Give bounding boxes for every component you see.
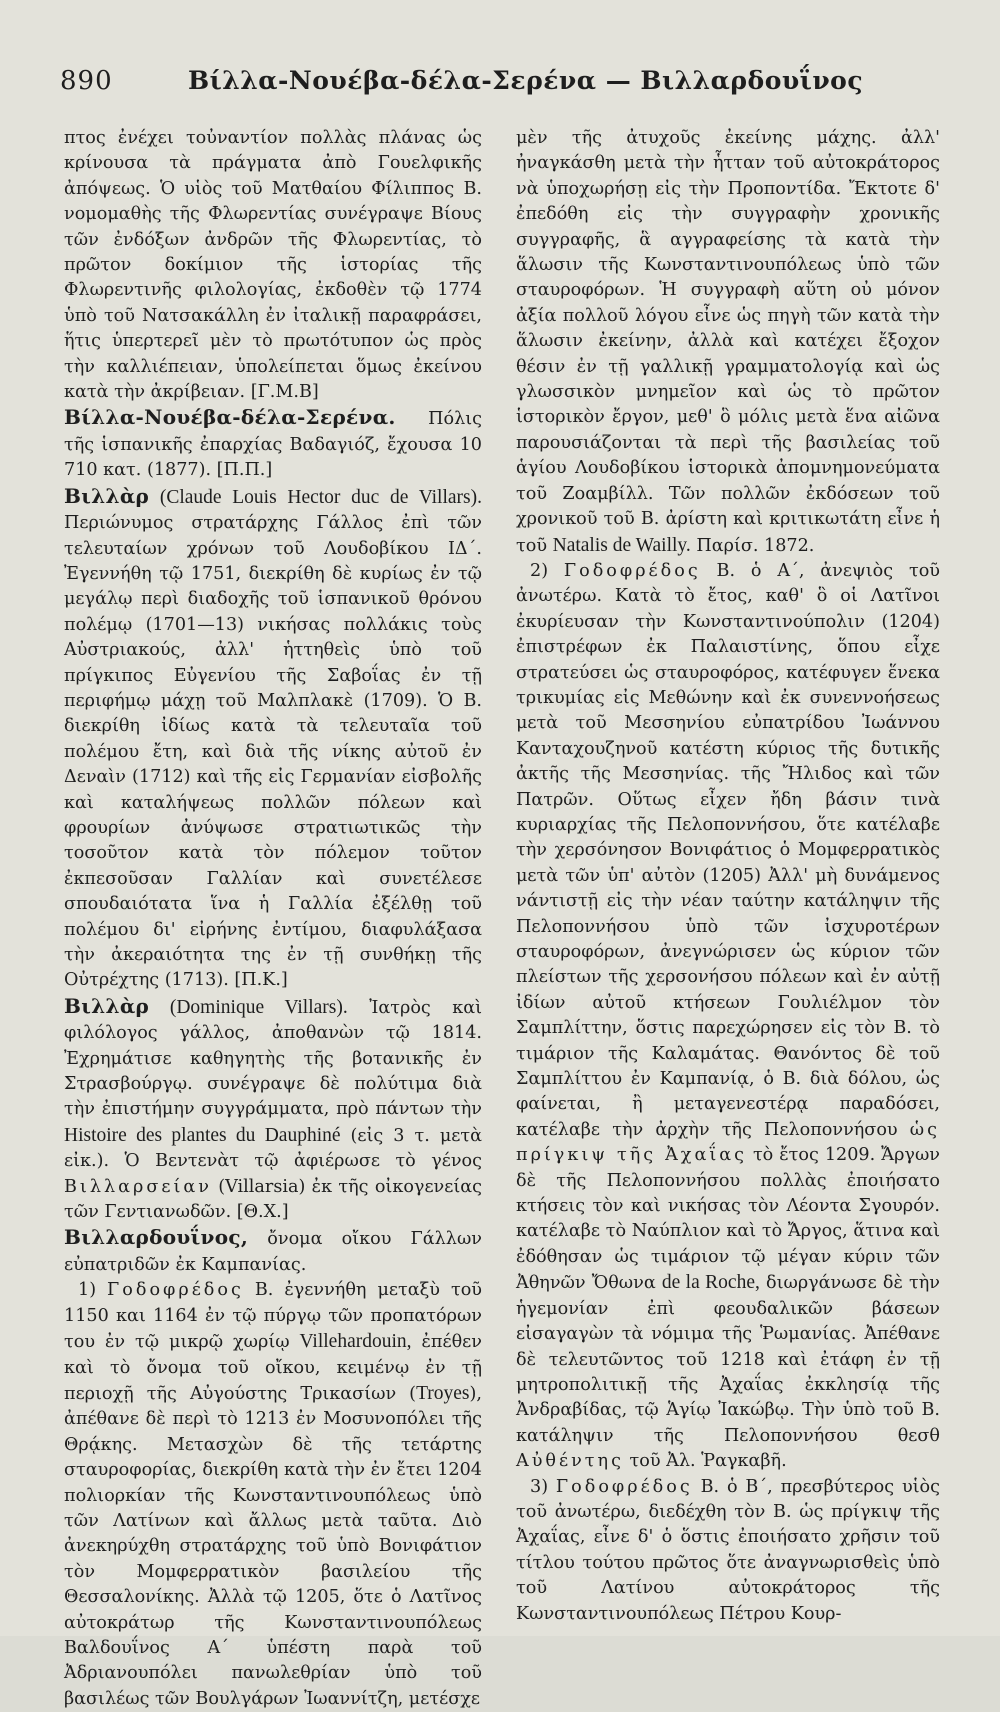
entry-headword: Βιλλαρδουΐνος, [64, 1225, 249, 1250]
sub-entry-name: Γοδοφρέδος [555, 1476, 693, 1497]
entry-text: Β. ὁ Α΄, ἀνεψιὸς τοῦ ἀνωτέρω. Κατὰ τὸ ἔτος, καθ' ὃ οἱ Λατῖνοι ἐκυρίευσαν τὴν Κωνσταντινούπολιν (1204) ἐπιστρέφων ἐκ Παλαιστίνης, ὅπου εἶχε στρατεύσει ὡς σταυροφόρος, κατέφυγεν ἕνεκα τρικυμίας εἰς Μεθώνην καὶ ἐκ συνεννοήσεως μετὰ τοῦ Μεσσηνίου εὐπατρίδου Ἰωάννου Κανταχουζηνοῦ κατέστη κύριος τῆς δυτικῆς ἀκτῆς τῆς Μεσσηνίας. τῆς Ἤλιδος καὶ τῶν Πατρῶν. Οὕτως εἶχεν ἤδη βάσιν τινὰ κυριαρχίας τῆς Πελοποννήσου, ὅτε κατέλαβε τὴν χερσόνησον Βονιφάτιος ὁ Μομφερρατικὸς μετὰ τῶν ὑπ' αὐτὸν (1205) Ἀλλ' μὴ δυνάμενος νάντιστῇ εἰς τὴν νέαν ταύτην κατάληψιν τῆς Πελοποννήσου ὑπὸ τῶν ἰσχυροτέρων σταυροφόρων, ἀνεγνώρισεν ὡς κύριον τῶν πλείστων τῆς χερσονήσου πόλεων καὶ ἐν αὐτῇ ἰδίων αὐτοῦ κτήσεων Γουλιέλμον τὸν Σαμπλίττην, ὅστις παρεχώρησεν εἰς τὸν Β. τὸ τιμάριον τῆς Καλαμάτας. Θανόντος δὲ τοῦ Σαμπλίττου ἐν Καμπανίᾳ, ὁ Β. διὰ δόλου, ὡς φαίνεται, ἢ μεταγενεστέρᾳ παραδόσει, κατέλαβε τὴν ἀρχὴν τῆς Πελοποννήσου [516, 560, 940, 1140]
entry-text: Β. ὁ Β΄, πρεσβύτερος υἱὸς τοῦ ἀνωτέρω, διεδέχθη τὸν Β. ὡς πρίγκιψ τῆς Ἀχαΐας, εἶνε δ' ὁ ὅστις ἐποιήσατο χρῆσιν τοῦ τίτλου τούτου πρῶτος ὅτε ἀναγνωρισθεὶς ὑπὸ τοῦ Λατίνου αὐτοκράτορος τῆς Κωνσταντινουπόλεως Πέτρου Κουρ- [516, 1476, 940, 1624]
entry-villars-claude [64, 484, 482, 994]
entry-text: τὸ ἔτος 1209. Ἄργων δὲ τῆς Πελοποννήσου πολλὰς ἐποιήσατο κτήσεις τὸν καὶ νικήσας τὸν Λέοντα Σγουρόν. κατέλαβε τὸ Ναύπλιον καὶ τὸ Ἄργος, ἅτινα καὶ ἐδόθησαν ὡς τιμάριον τῷ μέγαν κύριν τῶν Ἀθηνῶν Ὄθωνα [516, 1145, 940, 1294]
paragraph-text: πτος ἐνέχει τοὐναντίον πολλὰς πλάνας ὡς κρίνουσα τὰ πράγματα ἀπὸ Γουελφικῆς ἀπόψεως. Ὁ υἱὸς τοῦ Ματθαίου Φίλιππος Β. νομομαθὴς τῆς Φλωρεντίας συνέγραψε Βίους τῶν ἐνδόξων ἀνδρῶν τῆς Φλωρεντίας, τὸ πρῶτον δοκίμιον τῆς ἱστορίας τῆς Φλωρεντινῆς φιλολογίας, ἐκδοθὲν τῷ 1774 ὑπὸ τοῦ Νατσακάλλη ἐν ἰταλικῇ παραφράσει, ἥτις ὑπερτερεῖ μὲν τὸ πρωτότυπον ὡς πρὸς τὴν καλλιέπειαν, ὑπολείπεται ὅμως ἐκείνου κατὰ τὴν ἀκρίβειαν. [Γ.Μ.Β] [64, 128, 482, 403]
sub-entry-number: 1) [78, 1280, 108, 1301]
paragraph-text: μὲν τῆς ἀτυχοῦς ἐκείνης μάχης. ἀλλ' ἠναγκάσθη μετὰ τὴν ἧτταν τοῦ αὐτοκράτορος νὰ ὑποχωρήσῃ εἰς τὴν Προποντίδα. Ἔκτοτε δ' ἐπεδόθη εἰς τὴν συγγραφὴν χρονικῆς συγγραφῆς, ἃ αγγραφείσης τὰ κατὰ τὴν ἅλωσιν τῆς Κωνσταντινουπόλεως ὑπὸ τῶν σταυροφόρων. Ἡ συγγραφὴ αὕτη οὐ μόνον ἀξία πολλοῦ λόγου εἶνε ὡς πηγὴ τῶν κατὰ τὴν ἅλωσιν ἐκείνην, ἀλλὰ καὶ κατέχει ἔξοχον θέσιν ἐν τῇ γαλλικῇ γραμματολογίᾳ καὶ ὡς γλωσσικὸν μνημεῖον καὶ ὡς τὸ πρῶτον ἱστορικὸν ἔργον, μεθ' ὃ μόλις μετὰ ἕνα αἰῶνα παρουσιάζονται τὰ περὶ τῆς βασιλείας τοῦ ἁγίου Λουδοβίκου ἱστορικὰ ἀπομνημονεύματα τοῦ Ζοαμβίλλ. Τῶν πολλῶν ἐκδόσεων τοῦ χρονικοῦ τοῦ Β. ἀρίστη καὶ κριτικωτάτη εἶνε ἡ τοῦ [516, 128, 940, 556]
spaced-term: ὡς πρίγκιψ τῆς Ἀχαΐας [516, 1119, 940, 1166]
paragraph-text: Παρίσ. 1872. [690, 535, 815, 556]
latin-name: (Dominique Villars). [149, 996, 348, 1018]
sub-entry-number: 2) [530, 560, 564, 581]
entry-villars-dominique [64, 994, 482, 1226]
latin-name: de la Roche, [661, 1272, 760, 1294]
page-number: 890 [60, 66, 113, 96]
entry-text: Ἰατρὸς καὶ φιλόλογος γάλλος, ἀποθανὼν τῷ 1814. Ἐχρημάτισε καθηγητὴς τῆς βοτανικῆς ἐν Στρασβούργῳ. συνέγραψε δὲ πολύτιμα διὰ τὴν ἐπιστήμην συγγράμματα, πρὸ πάντων τὴν [64, 997, 482, 1120]
latin-name: (Claude Louis Hector duc de Villars). [149, 486, 482, 508]
spaced-term: Αὐθέντης [516, 1451, 624, 1472]
right-column [516, 126, 940, 1627]
entry-text: τοῦ Ἀλ. Ῥαγκαβῆ. [623, 1451, 787, 1472]
latin-name: Troyes [416, 1382, 470, 1404]
entry-text: (εἰς 3 τ. μετὰ εἰκ.). Ὁ Βεντενὰτ τῷ ἀφιέρωσε τὸ γένος [64, 1125, 482, 1172]
spaced-term: Βιλλαρσείαν [64, 1176, 212, 1197]
entry-text: Πόλις τῆς ἱσπανικῆς ἐπαρχίας Βαδαγιόζ, ἔχουσα 10 710 κατ. (1877). [Π.Π.] [64, 409, 482, 481]
sub-entry-2 [516, 559, 940, 1475]
running-title: Βίλλα-Νουέβα-δέλα-Σερένα — Βιλλαρδουΐνος [188, 66, 864, 95]
entry-villanueva [64, 405, 482, 483]
sub-entry-3 [516, 1475, 940, 1627]
entry-text: ), ἀπέθανε δὲ περὶ τὸ 1213 ἐν Μοσυνοπόλει τῆς Θρᾴκης. Μετασχὼν δὲ τῆς τετάρτης σταυροφορίας, διεκρίθη κατὰ τὴν ἐν ἔτει 1204 πολιορκίαν τῆς Κωνσταντινουπόλεως ὑπὸ τῶν Λατίνων καὶ ἄλλως μετὰ ταῦτα. Διὸ ἀνεκηρύχθη στρατάρχης τοῦ ὑπὸ Βονιφάτιον τὸν Μομφερρατικὸν βασιλείου τῆς Θεσσαλονίκης. Ἀλλὰ τῷ 1205, ὅτε ὁ Λατῖνος αὐτοκράτωρ τῆς Κωνσταντινουπόλεως Βαλδουΐνος Α΄ ὑπέστη παρὰ τοῦ Ἀδριανουπόλει πανωλεθρίαν ὑπὸ τοῦ βασιλέως τῶν Βουλγάρων Ἰωαννίτζη, μετέσχε [64, 1383, 482, 1709]
entry-headword: Βιλλὰρ [64, 993, 150, 1018]
latin-name: Villehardouin, [299, 1331, 412, 1353]
entry-text: ἐπέθεν καὶ τὸ ὄνομα τοῦ οἴκου, κειμένῳ ἐν τῇ περιοχῇ τῆς Αὐγούστης Τρικασίων ( [64, 1332, 482, 1404]
entry-text: Περιώνυμος στρατάρχης Γάλλος ἐπὶ τῶν τελευταίων χρόνων τοῦ Λουδοβίκου ΙΔ΄. Ἐγεννήθη τῷ 1751, διεκρίθη δὲ κυρίως ἐν τῷ μεγάλῳ περὶ διαδοχῆς τοῦ ἱσπανικοῦ θρόνου πολέμῳ (1701—13) νικήσας πολλάκις τοὺς Αὐστριακούς, ἀλλ' ἡττηθεὶς ὑπὸ τοῦ πρίγκιπος Εὐγενίου τῆς Σαβοΐας ἐν τῇ περιφήμῳ μάχῃ τοῦ Μαλπλακὲ (1709). Ὁ Β. διεκρίθη ἰδίως κατὰ τὰ τελευταῖα τοῦ πολέμου ἔτη, καὶ διὰ τῆς νίκης αὐτοῦ ἐν Δεναὶν (1712) καὶ τῆς εἰς Γερμανίαν εἰσβολῆς καὶ καταλήψεως πολλῶν πόλεων καὶ φρουρίων ἀνύψωσε στρατιωτικῶς τὴν τοσοῦτον κατὰ τὸν πόλεμον τοῦτον ἐκπεσοῦσαν Γαλλίαν καὶ συνετέλεσε σπουδαιότατα ἵνα ἡ Γαλλία ἐξέλθῃ τοῦ πολέμου δι' εἰρήνης ἐντίμου, διαφυλάξασα τὴν ἀκεραιότητα της ἐν τῇ συνθήκῃ τῆς Οὐτρέχτης (1713). [Π.Κ.] [64, 513, 482, 991]
sub-entry-number: 3) [530, 1476, 556, 1497]
entry-text: Β. ἐγεννήθη μεταξὺ τοῦ 1150 και 1164 ἐν τῷ πύργῳ τῶν προπατόρων του ἐν τῷ μικρῷ χωρίῳ [64, 1280, 482, 1353]
sub-entry-name: Γοδοφρέδος [107, 1280, 244, 1301]
running-head [60, 66, 950, 106]
entry-text: ὄνομα οἴκου Γάλλων εὐπατριδῶν ἐκ Καμπανίας. [64, 1229, 482, 1275]
entry-headword: Βιλλὰρ [64, 483, 150, 508]
sub-entry-name: Γοδοφρέδος [563, 560, 701, 581]
paragraph [516, 126, 940, 559]
entry-villehardouin [64, 1225, 482, 1278]
left-column [64, 126, 482, 1712]
entry-text: διωργάνωσε δὲ τὴν ἡγεμονίαν ἐπὶ φεουδαλικῶν βάσεων εἰσαγαγὼν τὰ νόμιμα τῆς Ῥωμανίας. Ἀπέθανε δὲ τελευτῶντος τοῦ 1218 καὶ ἐτάφη ἐν τῇ μητροπολιτικῇ τῆς Ἀχαΐας ἐκκλησίᾳ τῆς Ἀνδραβίδας, τῷ Ἁγίῳ Ἰακώβῳ. Τὴν ὑπὸ τοῦ Β. κατάληψιν τῆς Πελοποννήσου θεσθ [516, 1273, 940, 1446]
entry-headword: Βίλλα-Νουέβα-δέλα-Σερένα. [64, 405, 396, 430]
latin-name: Natalis de Wailly. [552, 534, 691, 556]
paragraph [64, 126, 482, 405]
entry-text: (Villarsia) ἐκ τῆς οἰκογενείας τῶν Γεντιανωδῶν. [Θ.Χ.] [64, 1176, 482, 1223]
sub-entry-1 [64, 1278, 482, 1712]
latin-title: Histoire des plantes du Dauphiné [64, 1124, 341, 1146]
